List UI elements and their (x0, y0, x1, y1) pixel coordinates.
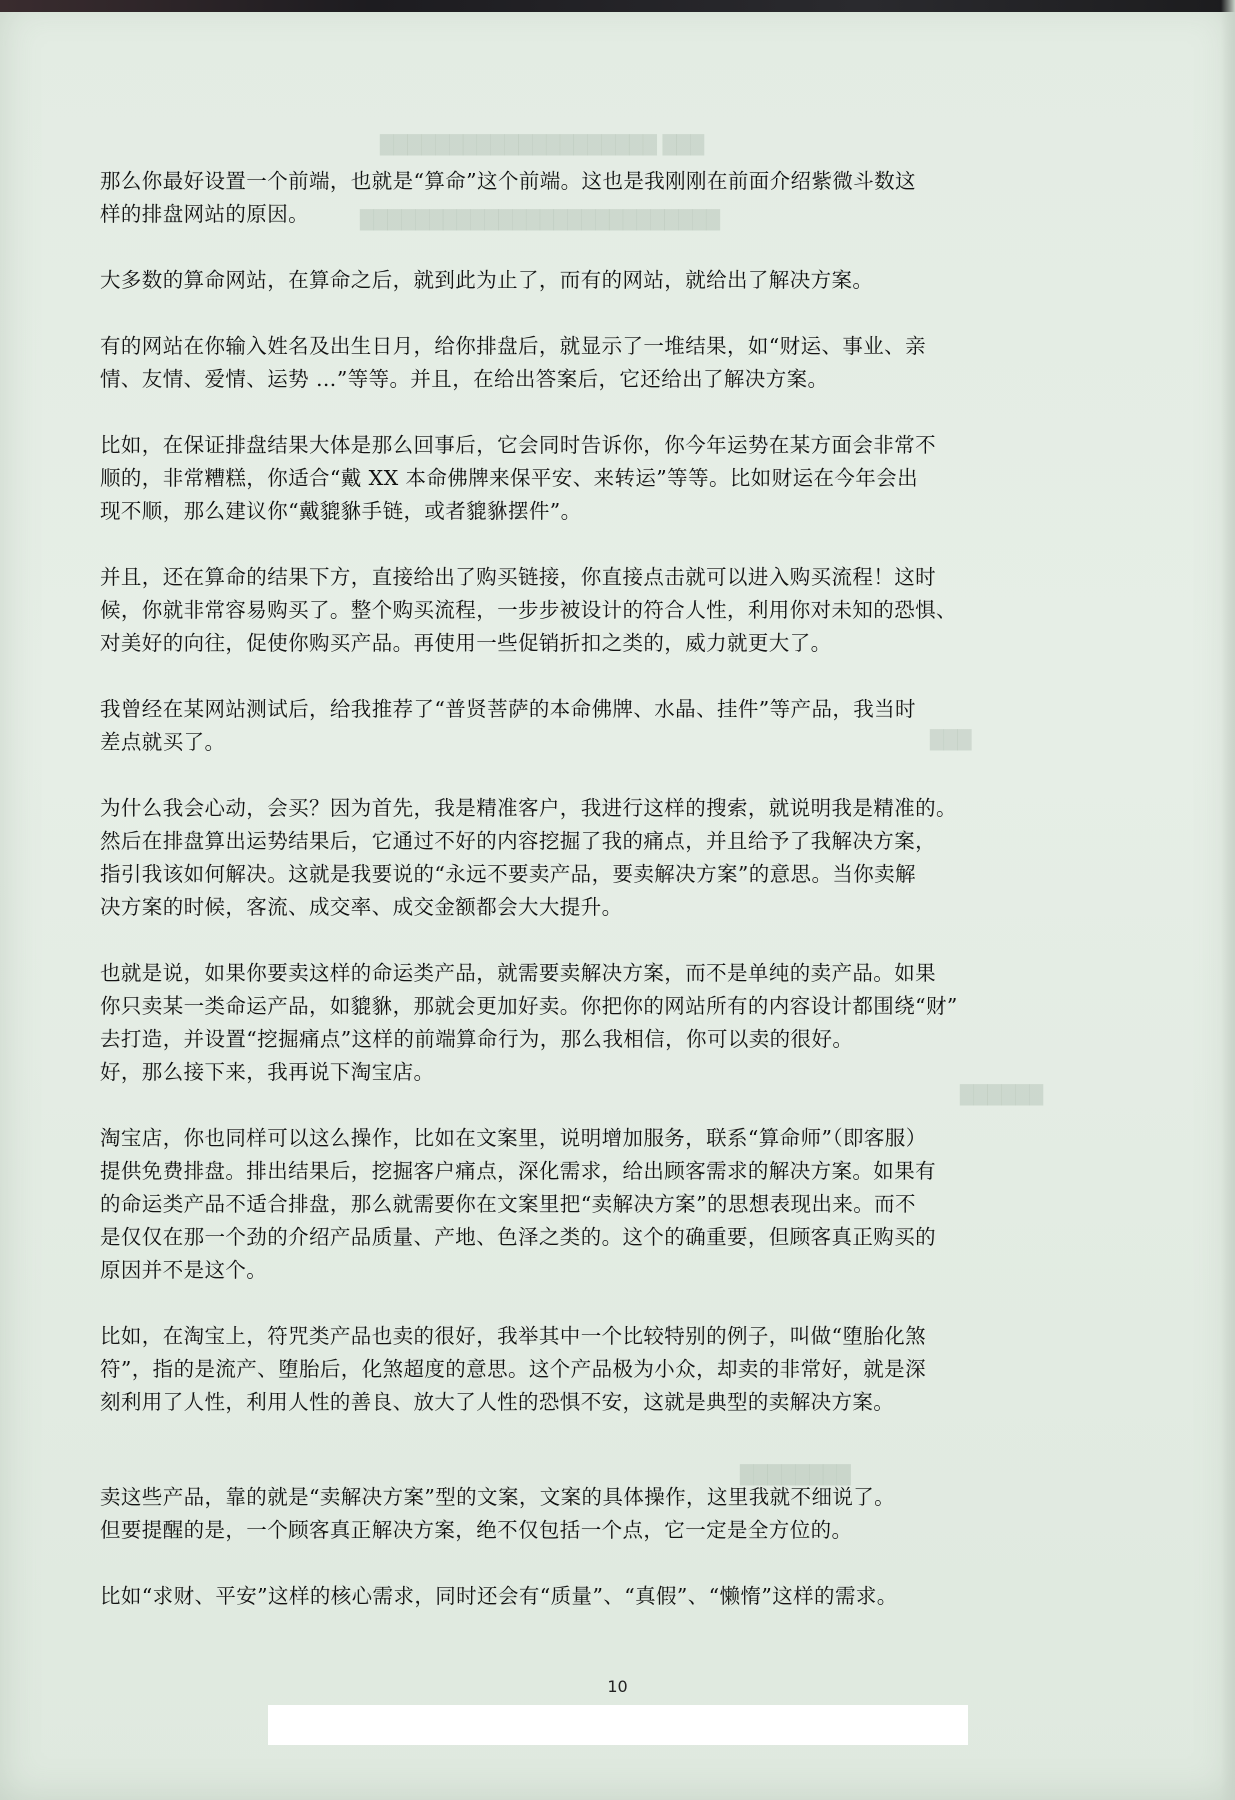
paragraph: 比如，在保证排盘结果大体是那么回事后，它会同时告诉你，你今年运势在某方面会非常不 顺的，非常糟糕，你适合“戴 XX 本命佛牌来保平安、来转运”等等。比如财运在今年会出 现不顺，那么建议你“戴貔貅手链，或者貔貅摆件”。 (100, 433, 936, 523)
paragraph: 我曾经在某网站测试后，给我推荐了“普贤菩萨的本命佛牌、水晶、挂件”等产品，我当时 差点就买了。 (100, 697, 916, 754)
paragraph: 为什么我会心动，会买？因为首先，我是精准客户，我进行这样的搜索，就说明我是精准的。 然后在排盘算出运势结果后，它通过不好的内容挖掘了我的痛点，并且给予了我解决方案， 指引我该如何解决。这就是我要说的“永远不要卖产品，要卖解决方案”的意思。当你卖解 决方案的时候，客流、成交率、成交金额都会大大提升。 (100, 796, 957, 919)
bleed-through-text: ████████████████████ ███ (380, 135, 705, 156)
paragraph: 那么你最好设置一个前端，也就是“算命”这个前端。这也是我刚刚在前面介绍紫微斗数这 样的排盘网站的原因。 (100, 169, 916, 226)
paragraph: 也就是说，如果你要卖这样的命运类产品，就需要卖解决方案，而不是单纯的卖产品。如果 你只卖某一类命运产品，如貔貅，那就会更加好卖。你把你的网站所有的内容设计都围绕“财” 去打造，并设置“挖掘痛点”这样的前端算命行为，那么我相信，你可以卖的很好。 好，那么接下来，我再说下淘宝店。 (100, 961, 958, 1084)
paragraph: 大多数的算命网站，在算命之后，就到此为止了，而有的网站，就给出了解决方案。 (100, 268, 874, 292)
bleed-through-text: ████████ (740, 1465, 851, 1486)
paragraph: 比如“求财、平安”这样的核心需求，同时还会有“质量”、“真假”、“懒惰”这样的需求。 (100, 1584, 898, 1608)
paragraph: 比如，在淘宝上，符咒类产品也卖的很好，我举其中一个比较特别的例子，叫做“堕胎化煞 符”，指的是流产、堕胎后，化煞超度的意思。这个产品极为小众，却卖的非常好，就是深 刻利用了人性，利用人性的善良、放大了人性的恐惧不安，这就是典型的卖解决方案。 (100, 1324, 926, 1414)
body-text (100, 165, 1060, 1613)
paragraph: 卖这些产品，靠的就是“卖解决方案”型的文案，文案的具体操作，这里我就不细说了。 但要提醒的是，一个顾客真正解决方案，绝不仅包括一个点，它一定是全方位的。 (100, 1485, 896, 1542)
bleed-through-text: ███ (930, 730, 972, 751)
bleed-through-text: ██████ (960, 1085, 1044, 1106)
paragraph: 淘宝店，你也同样可以这么操作，比如在文案里，说明增加服务，联系“算命师”（即客服） 提供免费排盘。排出结果后，挖掘客户痛点，深化需求，给出顾客需求的解决方案。如果有 的命运类产品不适合排盘，那么就需要你在文案里把“卖解决方案”的思想表现出来。而不 是仅仅在那一个劲的介绍产品质量、产地、色泽之类的。这个的确重要，但顾客真正购买的 原因并不是这个。 (100, 1126, 936, 1282)
paragraph: 有的网站在你输入姓名及出生日月，给你排盘后，就显示了一堆结果，如“财运、事业、亲 情、友情、爱情、运势 …”等等。并且，在给出答案后，它还给出了解决方案。 (100, 334, 926, 391)
scan-top-edge (0, 0, 1235, 12)
page-number: 10 (607, 1677, 628, 1696)
bleed-through-text: ██████████████████████████ (360, 210, 720, 231)
redaction-box (268, 1705, 968, 1745)
paragraph: 并且，还在算命的结果下方，直接给出了购买链接，你直接点击就可以进入购买流程！这时 候，你就非常容易购买了。整个购买流程，一步步被设计的符合人性，利用你对未知的恐惧、 对美好的向往，促使你购买产品。再使用一些促销折扣之类的，威力就更大了。 (100, 565, 957, 655)
scan-right-edge (1221, 0, 1235, 1800)
